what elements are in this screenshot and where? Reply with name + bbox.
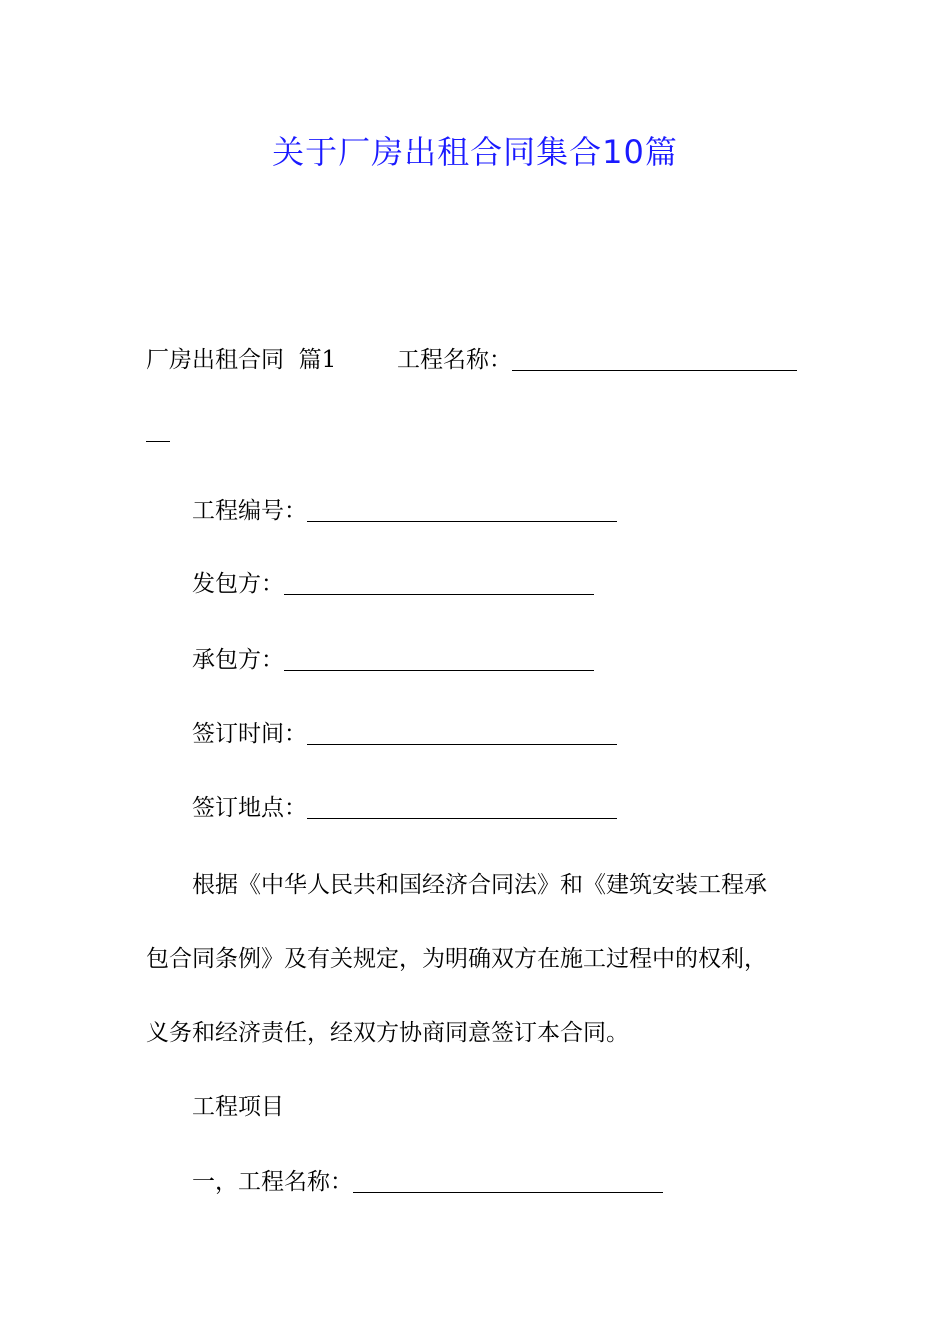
paragraph-line: 义务和经济责任，经双方协商同意签订本合同。 — [146, 1020, 629, 1046]
field-label: 工程编号： — [192, 498, 307, 524]
document-title: 关于厂房出租合同集合10篇 — [272, 133, 678, 171]
project-name-label: 工程名称： — [397, 347, 512, 373]
field-label: 签订时间： — [192, 721, 307, 747]
item-one — [192, 1165, 663, 1199]
continuation-underline — [146, 441, 170, 442]
first-line — [146, 343, 336, 377]
field-signing-time — [192, 717, 617, 751]
field-blank — [307, 722, 617, 745]
section-heading: 厂房出租合同 篇1 — [146, 347, 337, 373]
field-blank — [307, 796, 617, 819]
project-name-blank — [512, 348, 797, 371]
field-label: 承包方： — [192, 647, 284, 673]
project-heading: 工程项目 — [192, 1094, 284, 1120]
field-blank — [284, 648, 594, 671]
field-label: 签订地点： — [192, 795, 307, 821]
field-blank — [284, 572, 594, 595]
paragraph-line: 包合同条例》及有关规定，为明确双方在施工过程中的权利， — [146, 946, 767, 972]
project-name-field — [397, 343, 797, 377]
field-label: 发包方： — [192, 571, 284, 597]
field-project-number — [192, 494, 617, 528]
field-employer — [192, 567, 594, 601]
field-signing-place — [192, 791, 617, 825]
paragraph-line: 根据《中华人民共和国经济合同法》和《建筑安装工程承 — [192, 872, 767, 898]
field-blank — [307, 499, 617, 522]
item-one-blank — [353, 1170, 663, 1193]
item-one-label: 一，工程名称： — [192, 1169, 353, 1195]
field-contractor — [192, 643, 594, 677]
